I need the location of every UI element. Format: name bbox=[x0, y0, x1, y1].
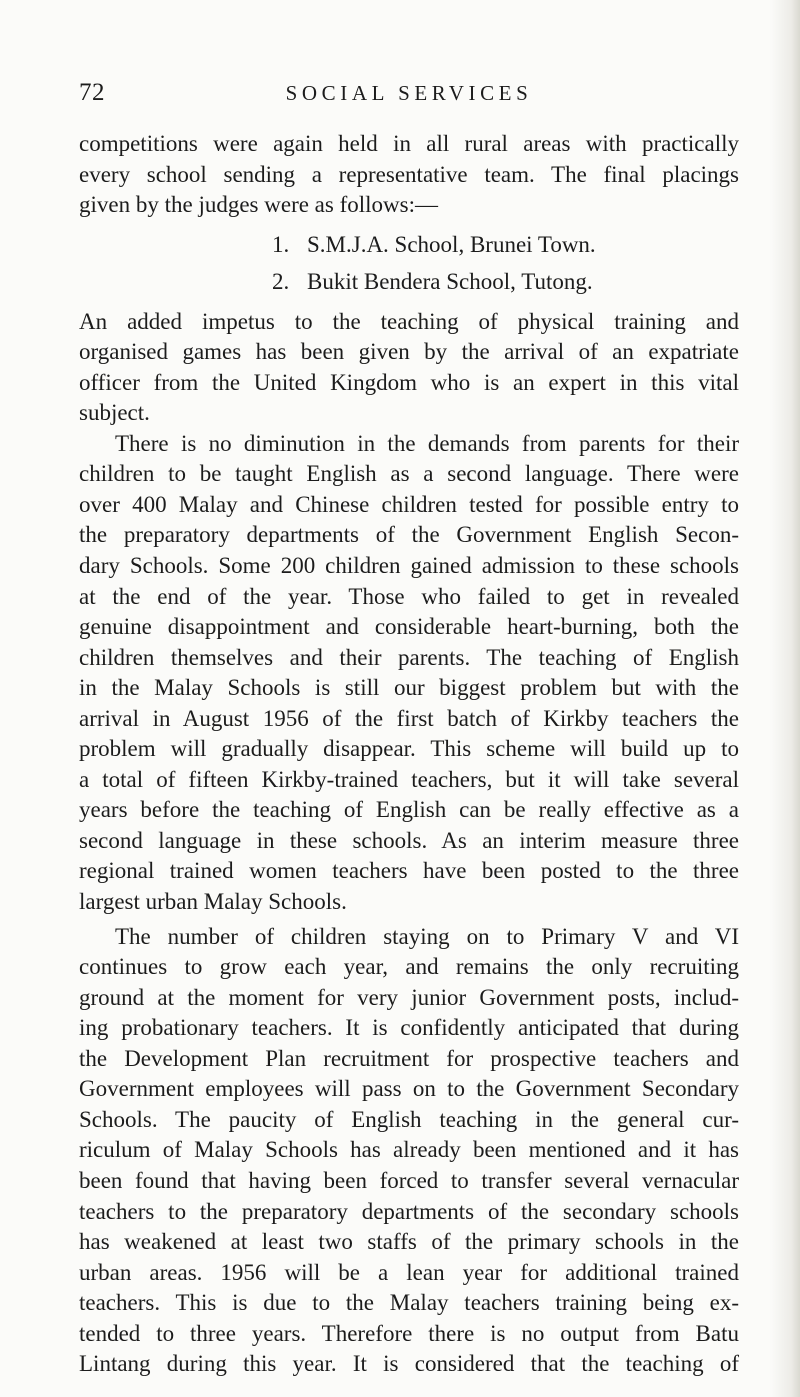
text-line: teachers. This is due to the Malay teachers training being ex- bbox=[79, 1290, 739, 1316]
running-head: SOCIAL SERVICES bbox=[285, 81, 533, 105]
text-line: children to be taught English as a second language. There were bbox=[79, 461, 739, 487]
text-line: a total of fifteen Kirkby-trained teachers, but it will take several bbox=[79, 766, 739, 792]
text-line: teachers to the preparatory departments of the secondary schools bbox=[79, 1198, 739, 1224]
text-line: There is no diminution in the demands from parents for their bbox=[115, 430, 739, 456]
placing-text: Bukit Bendera School, Tutong. bbox=[307, 268, 593, 294]
page-number: 72 bbox=[79, 79, 105, 106]
placing-item bbox=[79, 263, 739, 300]
text-line: years before the teaching of English can be really effective as a bbox=[79, 797, 739, 823]
text-line: An added impetus to the teaching of physical training and bbox=[79, 308, 739, 334]
text-line: has weakened at least two staffs of the primary schools in the bbox=[79, 1229, 739, 1255]
text-line: the preparatory departments of the Government English Secon- bbox=[79, 522, 739, 548]
text-line: second language in these schools. As an interim measure three bbox=[79, 827, 739, 853]
paragraph-physical-training bbox=[79, 307, 739, 429]
text-line: dary Schools. Some 200 children gained admission to these schools bbox=[79, 553, 739, 579]
text-line: children themselves and their parents. The teaching of English bbox=[79, 644, 739, 670]
paragraph-competitions bbox=[79, 129, 739, 221]
text-line: arrival in August 1956 of the first batch of Kirkby teachers the bbox=[79, 705, 739, 731]
text-line: continues to grow each year, and remains the only recruiting bbox=[79, 954, 739, 980]
text-line: ing probationary teachers. It is confidently anticipated that during bbox=[79, 1015, 739, 1041]
text-line: the Development Plan recruitment for prospective teachers and bbox=[79, 1045, 739, 1071]
text-line: riculum of Malay Schools has already been mentioned and it has bbox=[79, 1137, 739, 1163]
text-line: over 400 Malay and Chinese children tested for possible entry to bbox=[79, 491, 739, 517]
page-header bbox=[79, 79, 739, 115]
text-line: subject. bbox=[79, 400, 150, 426]
text-line: Schools. The paucity of English teaching in the general cur- bbox=[79, 1106, 739, 1132]
text-line: competitions were again held in all rural areas with practically bbox=[79, 131, 739, 156]
text-line: genuine disappointment and considerable heart-burning, both the bbox=[79, 614, 739, 640]
text-line: tended to three years. Therefore there is no output from Batu bbox=[79, 1320, 739, 1346]
text-line: largest urban Malay Schools. bbox=[79, 889, 347, 915]
text-line: every school sending a representative team. The final placings bbox=[79, 161, 739, 187]
paragraph-primary-enrolment bbox=[79, 922, 739, 1380]
text-line: The number of children staying on to Primary V and VI bbox=[115, 923, 739, 949]
text-line: officer from the United Kingdom who is an expert in this vital bbox=[79, 369, 739, 395]
placing-text: S.M.J.A. School, Brunei Town. bbox=[307, 231, 596, 257]
text-line: problem will gradually disappear. This scheme will build up to bbox=[79, 736, 739, 762]
placing-number: 1. bbox=[272, 231, 290, 257]
text-line: been found that having been forced to transfer several vernacular bbox=[79, 1167, 739, 1193]
text-line: organised games has been given by the arrival of an expatriate bbox=[79, 339, 739, 365]
body-text bbox=[79, 129, 739, 1380]
placing-item bbox=[79, 226, 739, 263]
page-edge-shadow bbox=[770, 0, 800, 1397]
placings-list bbox=[79, 226, 739, 300]
text-line: ground at the moment for very junior Government posts, includ- bbox=[79, 984, 739, 1010]
text-line: urban areas. 1956 will be a lean year for additional trained bbox=[79, 1259, 739, 1285]
text-line: Government employees will pass on to the Government Secondary bbox=[79, 1076, 739, 1102]
text-line: given by the judges were as follows:— bbox=[79, 192, 438, 218]
text-line: regional trained women teachers have been posted to the three bbox=[79, 858, 739, 884]
placing-number: 2. bbox=[272, 268, 290, 294]
text-line: Lintang during this year. It is considered that the teaching of bbox=[79, 1351, 739, 1377]
text-line: in the Malay Schools is still our biggest problem but with the bbox=[79, 675, 739, 701]
paragraph-english-demand bbox=[79, 429, 739, 918]
text-line: at the end of the year. Those who failed to get in revealed bbox=[79, 583, 739, 609]
